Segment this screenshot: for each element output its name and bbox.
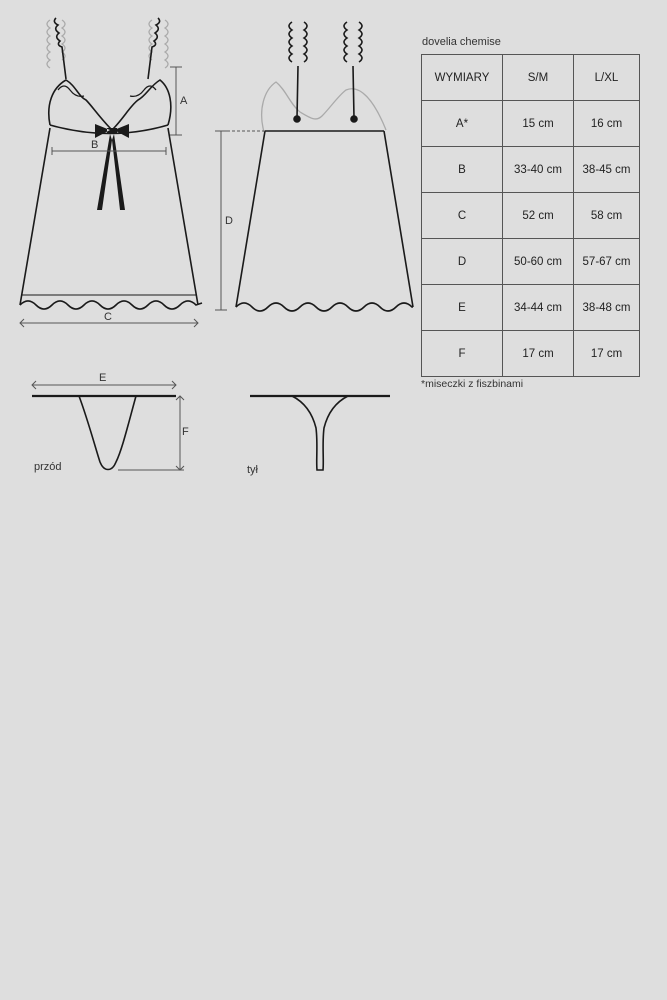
bow-icon xyxy=(95,124,129,210)
front-neckline xyxy=(58,86,156,96)
front-left-strap xyxy=(54,18,66,79)
footnote: *miseczki z fiszbinami xyxy=(421,378,524,390)
label-a: A xyxy=(180,95,188,107)
cell-sm: 15 cm xyxy=(503,101,574,147)
row-label: D xyxy=(422,239,503,285)
back-right-strap xyxy=(344,22,362,118)
row-label: B xyxy=(422,147,503,193)
back-hem xyxy=(236,303,413,311)
header-lxl: L/XL xyxy=(574,55,640,101)
size-table-header xyxy=(422,55,640,101)
front-right-strap xyxy=(148,18,160,79)
cell-lxl: 17 cm xyxy=(574,331,640,377)
cell-sm: 33-40 cm xyxy=(503,147,574,193)
thong-front-dimensions xyxy=(32,381,184,470)
table-row xyxy=(422,285,640,331)
table-row xyxy=(422,147,640,193)
back-right-strap-clasp xyxy=(351,116,357,122)
dim-f-line xyxy=(118,396,184,470)
front-hem xyxy=(20,301,202,309)
thong-front-body xyxy=(79,396,136,470)
product-title: dovelia chemise xyxy=(422,36,501,48)
cell-sm: 34-44 cm xyxy=(503,285,574,331)
back-body xyxy=(236,131,413,307)
cell-lxl: 38-48 cm xyxy=(574,285,640,331)
row-label: E xyxy=(422,285,503,331)
label-e: E xyxy=(99,372,107,384)
header-sm: S/M xyxy=(503,55,574,101)
cell-lxl: 58 cm xyxy=(574,193,640,239)
cell-lxl: 38-45 cm xyxy=(574,147,640,193)
thong-front xyxy=(32,396,176,470)
chemise-back xyxy=(236,22,413,311)
row-label: C xyxy=(422,193,503,239)
label-d: D xyxy=(225,215,233,227)
cell-lxl: 16 cm xyxy=(574,101,640,147)
table-row xyxy=(422,239,640,285)
table-row xyxy=(422,101,640,147)
cell-sm: 17 cm xyxy=(503,331,574,377)
label-b: B xyxy=(91,139,99,151)
back-label: tył xyxy=(247,464,258,476)
back-left-strap-clasp xyxy=(294,116,300,122)
row-label: F xyxy=(422,331,503,377)
thong-back-body xyxy=(292,396,348,470)
front-label: przód xyxy=(34,461,62,473)
label-c: C xyxy=(104,311,112,323)
cell-sm: 52 cm xyxy=(503,193,574,239)
label-f: F xyxy=(182,426,189,438)
cell-lxl: 57-67 cm xyxy=(574,239,640,285)
row-label: A* xyxy=(422,101,503,147)
header-measurements: WYMIARY xyxy=(422,55,503,101)
cell-sm: 50-60 cm xyxy=(503,239,574,285)
chemise-front xyxy=(20,18,202,309)
back-cups-faint xyxy=(262,82,386,132)
thong-back xyxy=(250,396,390,470)
table-row xyxy=(422,331,640,377)
table-row xyxy=(422,193,640,239)
size-table xyxy=(421,54,640,377)
